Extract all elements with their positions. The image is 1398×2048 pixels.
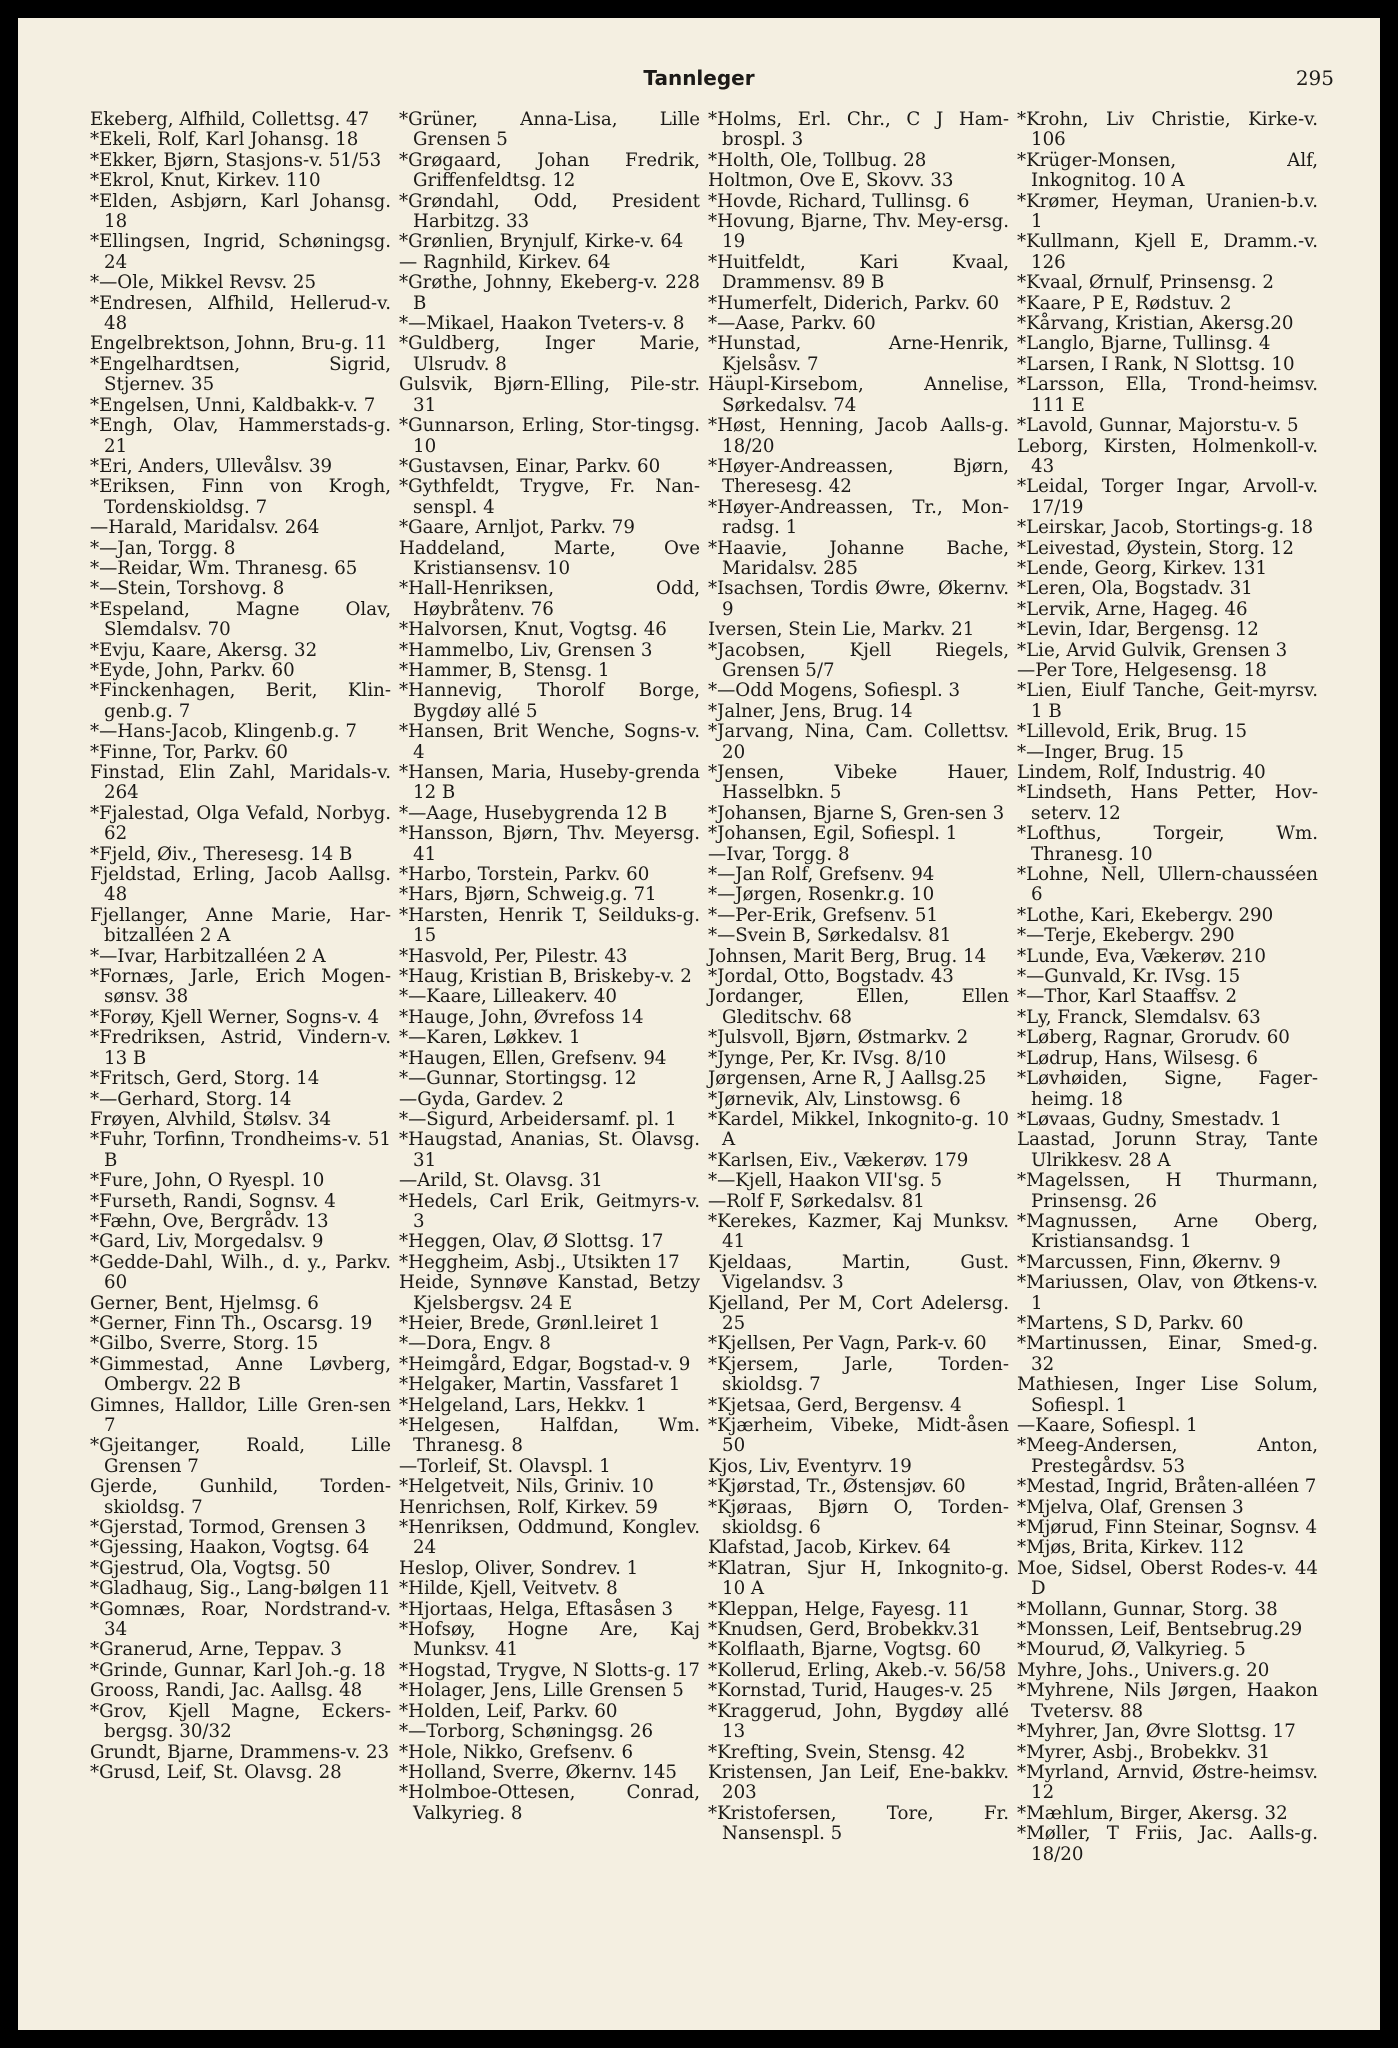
directory-entry: *Halvorsen, Knut, Vogtsg. 46: [399, 619, 667, 641]
directory-entry: *Gladhaug, Sig., Lang-bølgen 11: [90, 1578, 391, 1600]
directory-entry: *Haug, Kristian B, Briskeby-v. 2: [399, 966, 692, 988]
directory-entry: *Kaare, P E, Rødstuv. 2: [1017, 292, 1232, 314]
directory-entry: *Helgaker, Martin, Vassfaret 1: [399, 1374, 681, 1396]
directory-entry: *Mourud, Ø, Valkyrieg. 5: [1017, 1639, 1246, 1661]
directory-entry: *Kristofersen, Tore, Fr. Nansenspl. 5: [708, 1802, 1009, 1845]
directory-entry: *—Gunnar, Stortingsg. 12: [399, 1068, 637, 1090]
directory-entry: *Hovde, Richard, Tullinsg. 6: [708, 190, 970, 212]
directory-entry: *Hogstad, Trygve, N Slotts-g. 17: [399, 1659, 700, 1681]
directory-entry: *Grinde, Gunnar, Karl Joh.-g. 18: [90, 1659, 386, 1681]
directory-entry: *Isachsen, Tordis Øwre, Økernv. 9: [708, 578, 1009, 620]
directory-entry: *—Jørgen, Rosenkr.g. 10: [708, 884, 935, 906]
directory-entry: *—Svein B, Sørkedalsv. 81: [708, 925, 952, 947]
directory-entry: Holtmon, Ove E, Skovv. 33: [708, 170, 954, 192]
directory-entry: *Grøthe, Johnny, Ekeberg-v. 228 B: [399, 272, 700, 314]
directory-entry: Frøyen, Alvhild, Stølsv. 34: [90, 1108, 332, 1130]
directory-entry: *Kolflaath, Bjarne, Vogtsg. 60: [708, 1639, 981, 1661]
directory-entry: *Jarvang, Nina, Cam. Collettsv. 20: [708, 721, 1009, 763]
directory-entry: Grooss, Randi, Jac. Aallsg. 48: [90, 1680, 363, 1702]
directory-entry: *Jørnevik, Alv, Linstowsg. 6: [708, 1088, 961, 1110]
running-title: Tannleger: [643, 66, 755, 90]
directory-entry: *Kjersem, Jarle, Torden-skioldsg. 7: [708, 1353, 1009, 1396]
column-1: [90, 110, 391, 2010]
directory-entry: *Myrer, Asbj., Brobekkv. 31: [1017, 1741, 1271, 1763]
directory-entry: *—Kjell, Haakon VII'sg. 5: [708, 1170, 943, 1192]
directory-entry: *Høyer-Andreassen, Tr., Mon-radsg. 1: [708, 496, 1009, 539]
directory-entry: Henrichsen, Rolf, Kirkev. 59: [399, 1496, 658, 1518]
page-number: 295: [1295, 66, 1334, 90]
directory-entry: —Kaare, Sofiespl. 1: [1017, 1415, 1198, 1436]
directory-entry: *Forøy, Kjell Werner, Sogns-v. 4: [90, 1006, 380, 1028]
directory-entry: *Johansen, Egil, Sofiespl. 1: [708, 823, 958, 845]
directory-entry: *Lavold, Gunnar, Majorstu-v. 5: [1017, 415, 1299, 437]
directory-entry: *Gunnarson, Erling, Stor-tingsg. 10: [399, 415, 700, 457]
directory-entry: *Jacobsen, Kjell Riegels, Grensen 5/7: [708, 639, 1009, 681]
directory-entry: *Krohn, Liv Christie, Kirke-v. 106: [1017, 109, 1318, 151]
directory-entry: *Holager, Jens, Lille Grensen 5: [399, 1680, 684, 1702]
directory-entry: *Lervik, Arne, Hageg. 46: [1017, 598, 1248, 620]
directory-entry: *Gimmestad, Anne Løvberg, Ombergv. 22 B: [90, 1353, 391, 1396]
directory-entry: Lindem, Rolf, Industrig. 40: [1017, 762, 1266, 783]
directory-entry: *Martinussen, Einar, Smed-g. 32: [1017, 1333, 1318, 1375]
directory-entry: *Mjørud, Finn Steinar, Sognsv. 4: [1017, 1517, 1318, 1539]
directory-entry: *Fæhn, Ove, Bergrådv. 13: [90, 1210, 329, 1232]
directory-entry: Engelbrektson, Johnn, Bru-g. 11: [90, 333, 388, 355]
directory-entry: *Gjeitanger, Roald, Lille Grensen 7: [90, 1435, 391, 1477]
directory-entry: *—Gerhard, Storg. 14: [90, 1088, 292, 1110]
directory-entry: *—Per-Erik, Grefsenv. 51: [708, 904, 939, 926]
directory-entry: *Holms, Erl. Chr., C J Ham-brospl. 3: [708, 109, 1009, 151]
directory-entry: *Lødrup, Hans, Wilsesg. 6: [1017, 1047, 1258, 1069]
directory-entry: *Gomnæs, Roar, Nordstrand-v. 34: [90, 1598, 391, 1641]
directory-entry: *Hilde, Kjell, Veitvetv. 8: [399, 1578, 618, 1600]
directory-entry: *Jynge, Per, Kr. IVsg. 8/10: [708, 1047, 947, 1069]
directory-entry: Iversen, Stein Lie, Markv. 21: [708, 619, 975, 641]
directory-entry: Finstad, Elin Zahl, Maridals-v. 264: [90, 762, 391, 804]
directory-entry: *—Aase, Parkv. 60: [708, 313, 876, 335]
directory-entry: Fjeldstad, Erling, Jacob Aallsg. 48: [90, 864, 391, 906]
directory-entry: *Kjørstad, Tr., Østensjøv. 60: [708, 1476, 966, 1498]
directory-entry: *Grøgaard, Johan Fredrik, Griffenfeldtsg. 12: [399, 149, 700, 192]
directory-entry: *Helgesen, Halfdan, Wm. Thranesg. 8: [399, 1415, 700, 1457]
directory-entry: *Lunde, Eva, Vækerøv. 210: [1017, 945, 1266, 967]
directory-entry: *Gard, Liv, Morgedalsv. 9: [90, 1231, 324, 1253]
directory-entry: *Høyer-Andreassen, Bjørn, Theresesg. 42: [708, 455, 1009, 498]
directory-entry: *Meeg-Andersen, Anton, Prestegårdsv. 53: [1017, 1435, 1318, 1477]
directory-entry: *—Hans-Jacob, Klingenb.g. 7: [90, 721, 357, 743]
directory-entry: —Gyda, Gardev. 2: [399, 1088, 564, 1110]
directory-entry: Fjellanger, Anne Marie, Har-bitzalléen 2 A: [90, 904, 391, 947]
directory-entry: *Holth, Ole, Tollbug. 28: [708, 149, 927, 171]
directory-entry: *Jensen, Vibeke Hauer, Hasselbkn. 5: [708, 762, 1009, 804]
directory-entry: *Kjellsen, Per Vagn, Park-v. 60: [708, 1333, 987, 1355]
directory-entry: *Hammer, B, Stensg. 1: [399, 659, 610, 681]
directory-entry: *Hjortaas, Helga, Eftasåsen 3: [399, 1598, 674, 1620]
directory-entry: Grundt, Bjarne, Drammens-v. 23: [90, 1741, 390, 1763]
directory-entry: *Gjerstad, Tormod, Grensen 3: [90, 1517, 367, 1539]
directory-entry: *Grov, Kjell Magne, Eckers-bergsg. 30/32: [90, 1700, 391, 1743]
directory-entry: *Lohne, Nell, Ullern-chausséen 6: [1017, 864, 1318, 906]
directory-entry: *Kjetsaa, Gerd, Bergensv. 4: [708, 1394, 962, 1416]
directory-entry: —Rolf F, Sørkedalsv. 81: [708, 1190, 925, 1212]
directory-entry: *—Sigurd, Arbeidersamf. pl. 1: [399, 1108, 677, 1130]
directory-entry: *Hasvold, Per, Pilestr. 43: [399, 945, 628, 967]
directory-entry: *Leivestad, Øystein, Storg. 12: [1017, 537, 1294, 559]
directory-entry: *Kerekes, Kazmer, Kaj Munksv. 41: [708, 1210, 1009, 1253]
directory-entry: *Endresen, Alfhild, Hellerud-v. 48: [90, 292, 391, 335]
directory-entry: Myhre, Johs., Univers.g. 20: [1017, 1659, 1270, 1681]
directory-entry: *Mæhlum, Birger, Akersg. 32: [1017, 1802, 1288, 1824]
directory-entry: *Lothe, Kari, Ekebergv. 290: [1017, 904, 1274, 926]
directory-entry: *Hofsøy, Hogne Are, Kaj Munksv. 41: [399, 1619, 700, 1661]
directory-entry: *Knudsen, Gerd, Brobekkv.31: [708, 1619, 981, 1641]
directory-entry: *—Torborg, Schøningsg. 26: [399, 1721, 654, 1743]
directory-entry: *Furseth, Randi, Sognsv. 4: [90, 1190, 336, 1212]
directory-entry: *—Jan, Torgg. 8: [90, 537, 236, 559]
directory-entry: Gimnes, Halldor, Lille Gren-sen 7: [90, 1394, 391, 1436]
directory-entry: *Holden, Leif, Parkv. 60: [399, 1700, 618, 1722]
directory-entry: *Engelhardtsen, Sigrid, Stjernev. 35: [90, 353, 391, 396]
column-2: [399, 110, 700, 2010]
directory-entry: *Engelsen, Unni, Kaldbakk-v. 7: [90, 394, 376, 416]
directory-entry: *—Odd Mogens, Sofiespl. 3: [708, 680, 961, 702]
directory-entry: *—Kaare, Lilleakerv. 40: [399, 986, 618, 1008]
directory-entry: *Karlsen, Eiv., Vækerøv. 179: [708, 1149, 969, 1171]
directory-entry: *Mjøs, Brita, Kirkev. 112: [1017, 1537, 1245, 1559]
directory-entry: *Eri, Anders, Ullevålsv. 39: [90, 455, 333, 477]
directory-entry: Johnsen, Marit Berg, Brug. 14: [708, 945, 987, 967]
directory-entry: *Harsten, Henrik T, Seilduks-g. 15: [399, 904, 700, 947]
directory-entry: *—Thor, Karl Staaffsv. 2: [1017, 986, 1238, 1008]
directory-entry: *Høst, Henning, Jacob Aalls-g. 18/20: [708, 415, 1009, 457]
directory-entry: Kjeldaas, Martin, Gust. Vigelandsv. 3: [708, 1251, 1009, 1294]
directory-entry: *Holland, Sverre, Økernv. 145: [399, 1761, 678, 1783]
directory-entry: *Løvaas, Gudny, Smestadv. 1: [1017, 1108, 1282, 1130]
directory-entry: *—Aage, Husebygrenda 12 B: [399, 802, 668, 824]
directory-entry: *Haugen, Ellen, Grefsenv. 94: [399, 1047, 667, 1069]
directory-entry: *Gjessing, Haakon, Vogtsg. 64: [90, 1537, 370, 1559]
directory-entry: *Lien, Eiulf Tanche, Geit-myrsv. 1 B: [1017, 680, 1318, 722]
directory-entry: Heslop, Oliver, Sondrev. 1: [399, 1557, 639, 1579]
directory-entry: *Fredriksen, Astrid, Vindern-v. 13 B: [90, 1027, 391, 1069]
directory-page: [18, 18, 1380, 2030]
directory-entry: *Heggen, Olav, Ø Slottsg. 17: [399, 1231, 664, 1253]
directory-entry: *Eriksen, Finn von Krogh, Tordenskioldsg. 7: [90, 476, 391, 518]
directory-columns: [90, 110, 1318, 2010]
directory-entry: *—Karen, Løkkev. 1: [399, 1027, 581, 1049]
directory-entry: *Hunstad, Arne-Henrik, Kjelsåsv. 7: [708, 333, 1009, 375]
directory-entry: *Hammelbo, Liv, Grensen 3: [399, 639, 653, 661]
directory-entry: *Helgetveit, Nils, Griniv. 10: [399, 1476, 654, 1498]
directory-entry: *Klatran, Sjur H, Inkognito-g. 10 A: [708, 1557, 1009, 1600]
directory-entry: *Ly, Franck, Slemdalsv. 63: [1017, 1006, 1261, 1028]
directory-entry: *—Reidar, Wm. Thranesg. 65: [90, 557, 358, 579]
directory-entry: *Mjelva, Olaf, Grensen 3: [1017, 1496, 1244, 1518]
directory-entry: *Kleppan, Helge, Fayesg. 11: [708, 1598, 971, 1620]
directory-entry: *Hannevig, Thorolf Borge, Bygdøy allé 5: [399, 680, 700, 722]
directory-entry: *Gaare, Arnljot, Parkv. 79: [399, 517, 635, 539]
directory-entry: *Fure, John, O Ryespl. 10: [90, 1170, 325, 1192]
directory-entry: *—Mikael, Haakon Tveters-v. 8: [399, 313, 685, 335]
directory-entry: *—Gunvald, Kr. IVsg. 15: [1017, 966, 1241, 988]
directory-entry: *Kornstad, Turid, Hauges-v. 25: [708, 1680, 993, 1702]
directory-entry: Gerner, Bent, Hjelmsg. 6: [90, 1292, 319, 1314]
directory-entry: *Engh, Olav, Hammerstads-g. 21: [90, 415, 391, 457]
directory-entry: *—Jan Rolf, Grefsenv. 94: [708, 864, 935, 886]
directory-entry: —Arild, St. Olavsg. 31: [399, 1170, 603, 1192]
directory-entry: *Krømer, Heyman, Uranien-b.v. 1: [1017, 190, 1318, 233]
directory-entry: *Gedde-Dahl, Wilh., d. y., Parkv. 60: [90, 1251, 391, 1294]
directory-entry: —Harald, Maridalsv. 264: [90, 517, 320, 539]
directory-entry: *Fjeld, Øiv., Theresesg. 14 B: [90, 843, 353, 865]
directory-entry: *Haugstad, Ananias, St. Olavsg. 31: [399, 1129, 700, 1171]
directory-entry: *Krüger-Monsen, Alf, Inkognitog. 10 A: [1017, 149, 1318, 192]
directory-entry: *Kjøraas, Bjørn O, Torden-skioldsg. 6: [708, 1496, 1009, 1539]
directory-entry: *—Terje, Ekebergv. 290: [1017, 925, 1235, 947]
directory-entry: *Harbo, Torstein, Parkv. 60: [399, 864, 650, 886]
directory-entry: Klafstad, Jacob, Kirkev. 64: [708, 1537, 951, 1559]
directory-entry: *—Ivar, Harbitzalléen 2 A: [90, 945, 326, 967]
directory-entry: *Mestad, Ingrid, Bråten-alléen 7: [1017, 1476, 1317, 1498]
directory-entry: *Espeland, Magne Olav, Slemdalsv. 70: [90, 598, 391, 641]
directory-entry: — Ragnhild, Kirkev. 64: [399, 251, 611, 273]
directory-entry: *Hars, Bjørn, Schweig.g. 71: [399, 884, 657, 906]
directory-entry: *Myhrer, Jan, Øvre Slottsg. 17: [1017, 1721, 1296, 1743]
directory-entry: *Gjestrud, Ola, Vogtsg. 50: [90, 1557, 331, 1579]
directory-entry: *Lie, Arvid Gulvik, Grensen 3: [1017, 639, 1288, 661]
directory-entry: Heide, Synnøve Kanstad, Betzy Kjelsbergsv. 24 E: [399, 1272, 700, 1314]
directory-entry: *Grønlien, Brynjulf, Kirke-v. 64: [399, 231, 684, 253]
directory-entry: *Humerfelt, Diderich, Parkv. 60: [708, 292, 1000, 314]
directory-entry: *Fuhr, Torfinn, Trondheims-v. 51 B: [90, 1129, 391, 1171]
directory-entry: *Eyde, John, Parkv. 60: [90, 659, 295, 681]
directory-entry: *Magnussen, Arne Oberg, Kristiansandsg. 1: [1017, 1210, 1318, 1253]
directory-entry: Kristensen, Jan Leif, Ene-bakkv. 203: [708, 1761, 1009, 1804]
directory-entry: *Levin, Idar, Bergensg. 12: [1017, 619, 1259, 641]
directory-entry: Laastad, Jorunn Stray, Tante Ulrikkesv. 28 A: [1017, 1129, 1318, 1171]
directory-entry: *Julsvoll, Bjørn, Østmarkv. 2: [708, 1027, 969, 1049]
directory-entry: *Heimgård, Edgar, Bogstad-v. 9: [399, 1353, 691, 1375]
directory-entry: *Lillevold, Erik, Brug. 15: [1017, 721, 1248, 743]
directory-entry: *Ekrol, Knut, Kirkev. 110: [90, 170, 321, 192]
directory-entry: *Haavie, Johanne Bache, Maridalsv. 285: [708, 537, 1009, 579]
directory-entry: Häupl-Kirsebom, Annelise, Sørkedalsv. 74: [708, 374, 1009, 416]
directory-entry: *Lofthus, Torgeir, Wm. Thranesg. 10: [1017, 823, 1318, 865]
directory-entry: *Holmboe-Ottesen, Conrad, Valkyrieg. 8: [399, 1782, 700, 1824]
directory-entry: *Kardel, Mikkel, Inkognito-g. 10 A: [708, 1108, 1009, 1151]
directory-entry: *Grüner, Anna-Lisa, Lille Grensen 5: [399, 109, 700, 151]
directory-entry: *Hole, Nikko, Grefsenv. 6: [399, 1741, 634, 1763]
directory-entry: Kjos, Liv, Eventyrv. 19: [708, 1455, 912, 1477]
column-3: [708, 110, 1009, 2010]
directory-entry: *Heggheim, Asbj., Utsikten 17: [399, 1251, 680, 1273]
directory-entry: Gulsvik, Bjørn-Elling, Pile-str. 31: [399, 374, 700, 416]
directory-entry: *Hansen, Maria, Huseby-grenda 12 B: [399, 762, 700, 804]
directory-entry: *Gustavsen, Einar, Parkv. 60: [399, 455, 661, 477]
directory-entry: *Mariussen, Olav, von Øtkens-v. 1: [1017, 1272, 1318, 1314]
directory-entry: *Myrland, Arnvid, Østre-heimsv. 12: [1017, 1761, 1318, 1804]
directory-entry: *—Ole, Mikkel Revsv. 25: [90, 272, 317, 294]
directory-entry: *Grusd, Leif, St. Olavsg. 28: [90, 1761, 342, 1783]
directory-entry: Haddeland, Marte, Ove Kristiansensv. 10: [399, 537, 700, 579]
directory-entry: *Gilbo, Sverre, Storg. 15: [90, 1333, 319, 1355]
directory-entry: *Guldberg, Inger Marie, Ulsrudv. 8: [399, 333, 700, 375]
directory-entry: *Huitfeldt, Kari Kvaal, Drammensv. 89 B: [708, 251, 1009, 294]
directory-entry: Moe, Sidsel, Oberst Rodes-v. 44 D: [1017, 1557, 1318, 1600]
directory-entry: *Heier, Brede, Grønl.leiret 1: [399, 1312, 661, 1334]
directory-entry: Jordanger, Ellen, Ellen Gleditschv. 68: [708, 986, 1009, 1028]
directory-entry: Leborg, Kirsten, Holmenkoll-v. 43: [1017, 435, 1318, 477]
directory-entry: *Hovung, Bjarne, Thv. Mey-ersg. 19: [708, 211, 1009, 253]
directory-entry: *Kullmann, Kjell E, Dramm.-v. 126: [1017, 231, 1318, 273]
directory-entry: *Krefting, Svein, Stensg. 42: [708, 1741, 966, 1763]
directory-entry: *Marcussen, Finn, Økernv. 9: [1017, 1251, 1281, 1273]
directory-entry: *Hansson, Bjørn, Thv. Meyersg. 41: [399, 823, 700, 865]
directory-entry: *Monssen, Leif, Bentsebrug.29: [1017, 1619, 1303, 1641]
directory-entry: *Kårvang, Kristian, Akersg.20: [1017, 313, 1294, 335]
directory-entry: *Leidal, Torger Ingar, Arvoll-v. 17/19: [1017, 476, 1318, 518]
directory-entry: *Kjærheim, Vibeke, Midt-åsen 50: [708, 1415, 1009, 1457]
directory-entry: *Jalner, Jens, Brug. 14: [708, 700, 913, 722]
directory-entry: *Fornæs, Jarle, Erich Mogen-sønsv. 38: [90, 966, 391, 1008]
directory-entry: *Jordal, Otto, Bogstadv. 43: [708, 966, 954, 988]
directory-entry: *Magelssen, H Thurmann, Prinsensg. 26: [1017, 1170, 1318, 1212]
directory-entry: *Kraggerud, John, Bygdøy allé 13: [708, 1700, 1009, 1743]
directory-entry: *Kvaal, Ørnulf, Prinsensg. 2: [1017, 272, 1274, 294]
directory-entry: *Johansen, Bjarne S, Gren-sen 3: [708, 802, 1005, 824]
directory-entry: *Kollerud, Erling, Akeb.-v. 56/58: [708, 1659, 1007, 1681]
directory-entry: *Ellingsen, Ingrid, Schøningsg. 24: [90, 231, 391, 273]
directory-entry: *Leren, Ola, Bogstadv. 31: [1017, 578, 1253, 600]
directory-entry: *Henriksen, Oddmund, Konglev. 24: [399, 1517, 700, 1559]
directory-entry: *Ekeli, Rolf, Karl Johansg. 18: [90, 129, 359, 151]
directory-entry: *Ekker, Bjørn, Stasjons-v. 51/53: [90, 149, 382, 171]
directory-entry: *Grøndahl, Odd, President Harbitzg. 33: [399, 190, 700, 233]
directory-entry: —Torleif, St. Olavspl. 1: [399, 1455, 611, 1477]
directory-entry: *—Inger, Brug. 15: [1017, 741, 1184, 763]
directory-entry: Kjelland, Per M, Cort Adelersg. 25: [708, 1292, 1009, 1334]
directory-entry: *Hall-Henriksen, Odd, Høybråtenv. 76: [399, 578, 700, 620]
directory-entry: *Fritsch, Gerd, Storg. 14: [90, 1068, 320, 1090]
directory-entry: *Larsen, I Rank, N Slottsg. 10: [1017, 353, 1295, 375]
directory-entry: *Løberg, Ragnar, Grorudv. 60: [1017, 1027, 1290, 1049]
column-4: [1017, 110, 1318, 2010]
directory-entry: *Langlo, Bjarne, Tullinsg. 4: [1017, 333, 1271, 355]
directory-entry: *Finne, Tor, Parkv. 60: [90, 741, 289, 763]
directory-entry: *Hauge, John, Øvrefoss 14: [399, 1006, 644, 1028]
directory-entry: *Løvhøiden, Signe, Fager-heimg. 18: [1017, 1068, 1318, 1110]
page-header: [18, 66, 1380, 96]
directory-entry: *Evju, Kaare, Akersg. 32: [90, 639, 318, 661]
directory-entry: *Gythfeldt, Trygve, Fr. Nan-senspl. 4: [399, 476, 700, 518]
directory-entry: *Hansen, Brit Wenche, Sogns-v. 4: [399, 721, 700, 763]
directory-entry: *Gerner, Finn Th., Oscarsg. 19: [90, 1312, 373, 1334]
directory-entry: Gjerde, Gunhild, Torden-skioldsg. 7: [90, 1476, 391, 1518]
directory-entry: *Finckenhagen, Berit, Klin-genb.g. 7: [90, 680, 391, 722]
directory-entry: *Granerud, Arne, Teppav. 3: [90, 1639, 342, 1661]
directory-entry: *Møller, T Friis, Jac. Aalls-g. 18/20: [1017, 1823, 1318, 1865]
directory-entry: Ekeberg, Alfhild, Collettsg. 47: [90, 109, 370, 130]
directory-entry: Mathiesen, Inger Lise Solum, Sofiespl. 1: [1017, 1374, 1318, 1416]
directory-entry: *Hedels, Carl Erik, Geitmyrs-v. 3: [399, 1190, 700, 1232]
directory-entry: *—Dora, Engv. 8: [399, 1333, 551, 1355]
directory-entry: *Fjalestad, Olga Vefald, Norbyg. 62: [90, 802, 391, 845]
directory-entry: *Elden, Asbjørn, Karl Johansg. 18: [90, 190, 391, 233]
directory-entry: *Leirskar, Jacob, Stortings-g. 18: [1017, 517, 1314, 539]
directory-entry: *Lindseth, Hans Petter, Hov-seterv. 12: [1017, 782, 1318, 824]
directory-entry: *Lende, Georg, Kirkev. 131: [1017, 557, 1268, 579]
directory-entry: —Ivar, Torgg. 8: [708, 843, 850, 865]
directory-entry: *Mollann, Gunnar, Storg. 38: [1017, 1598, 1278, 1620]
directory-entry: *Myhrene, Nils Jørgen, Haakon Tvetersv. 88: [1017, 1680, 1318, 1722]
directory-entry: —Per Tore, Helgesensg. 18: [1017, 659, 1267, 681]
directory-entry: Jørgensen, Arne R, J Aallsg.25: [708, 1068, 987, 1090]
directory-entry: *Larsson, Ella, Trond-heimsv. 111 E: [1017, 374, 1318, 416]
directory-entry: *Martens, S D, Parkv. 60: [1017, 1312, 1244, 1334]
directory-entry: *—Stein, Torshovg. 8: [90, 578, 285, 600]
directory-entry: *Helgeland, Lars, Hekkv. 1: [399, 1394, 647, 1416]
